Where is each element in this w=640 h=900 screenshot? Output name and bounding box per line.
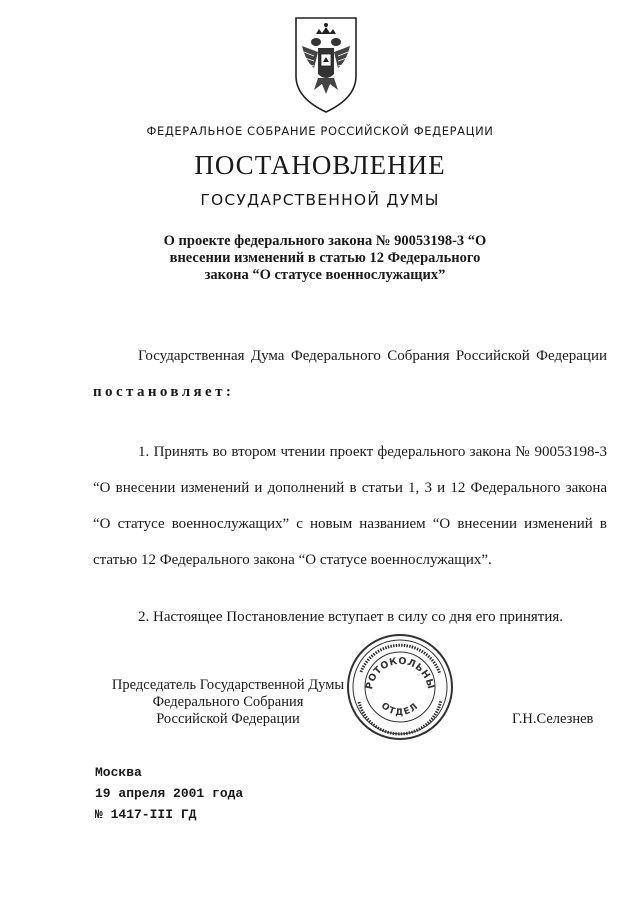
issue-date: 19 апреля 2001 года [95,786,244,801]
signer-title-line: Федерального Собрания [152,694,304,710]
state-emblem-icon [288,12,364,118]
intro-paragraph [93,338,607,410]
stamp-text-bottom: ОТДЕЛ [378,701,422,719]
signer-title-line: Российской Федерации [156,711,300,727]
document-number: № 1417-III ГД [95,807,197,822]
organization-name: ФЕДЕРАЛЬНОЕ СОБРАНИЕ РОССИЙСКОЙ ФЕДЕРАЦИИ [146,124,494,138]
document-subtitle: ГОСУДАРСТВЕННОЙ ДУМЫ [200,191,440,209]
svg-text:ОТДЕЛ [379,701,421,718]
intro-verb: постановляет: [93,384,235,400]
intro-text: Государственная Дума Федерального Собрания Российской Федерации [138,348,607,364]
signer-name: Г.Н.Селезнев [512,711,594,727]
stamp-text-top: РОТОКОЛЬНЫ [364,655,437,691]
resolution-item-1: 1. Принять во втором чтении проект федерального закона № 90053198-3 “О внесении изменений и дополнений в статьи 1, 3 и 12 Федерального закона “О статусе военнослужащих” с новым названием “О внесении изменений в статью 12 Федерального закона “О статусе военнослужащих”. [93,444,607,568]
official-stamp [345,632,455,742]
document-title: ПОСТАНОВЛЕНИЕ [194,150,446,180]
document-footer [95,762,243,825]
document-topic: О проекте федерального закона № 90053198-3 “О внесении изменений в статью 12 Федерального закона “О статусе военнослужащих” [163,233,487,283]
signer-title-line: Председатель Государственной Думы [111,677,345,693]
issue-city: Москва [95,765,142,780]
signer-title [93,677,363,728]
resolution-item-2: 2. Настоящее Постановление вступает в силу со дня его принятия. [138,609,564,625]
